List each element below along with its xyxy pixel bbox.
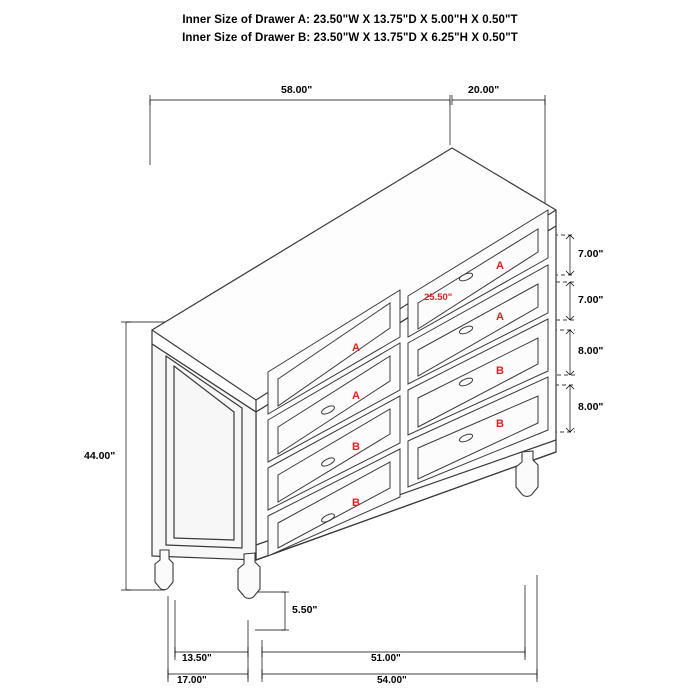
dim-height-total: 44.00" xyxy=(84,450,116,462)
drawer-b-size-note: Inner Size of Drawer B: 23.50"W X 13.75"D X 6.25"H X 0.50"T xyxy=(182,32,518,44)
dim-bottom-left-outer: 17.00" xyxy=(177,675,207,686)
dim-top-width: 58.00" xyxy=(281,84,313,96)
drawer-label-right-4: B xyxy=(496,418,504,430)
dim-right-1: 7.00" xyxy=(578,248,604,260)
dim-right-2: 7.00" xyxy=(578,294,604,306)
drawer-label-left-4: B xyxy=(352,497,360,509)
drawer-a-size-note: Inner Size of Drawer A: 23.50"W X 13.75"D X 5.00"H X 0.50"T xyxy=(182,14,518,26)
dim-drawer-width: 25.50" xyxy=(424,292,453,303)
dim-leg-height: 5.50" xyxy=(292,604,318,616)
dim-bottom-mid: 51.00" xyxy=(371,653,401,664)
drawer-label-left-2: A xyxy=(352,390,360,402)
drawer-label-left-1: A xyxy=(352,342,360,354)
dim-bottom-total: 54.00" xyxy=(377,675,407,686)
dim-right-3: 8.00" xyxy=(578,345,604,357)
drawer-label-right-2: A xyxy=(496,311,504,323)
drawer-label-right-1: A xyxy=(496,260,504,272)
dim-bottom-left-inner: 13.50" xyxy=(182,653,212,664)
dim-top-depth: 20.00" xyxy=(468,84,500,96)
drawer-label-right-3: B xyxy=(496,365,504,377)
dim-right-4: 8.00" xyxy=(578,401,604,413)
drawer-label-left-3: B xyxy=(352,441,360,453)
